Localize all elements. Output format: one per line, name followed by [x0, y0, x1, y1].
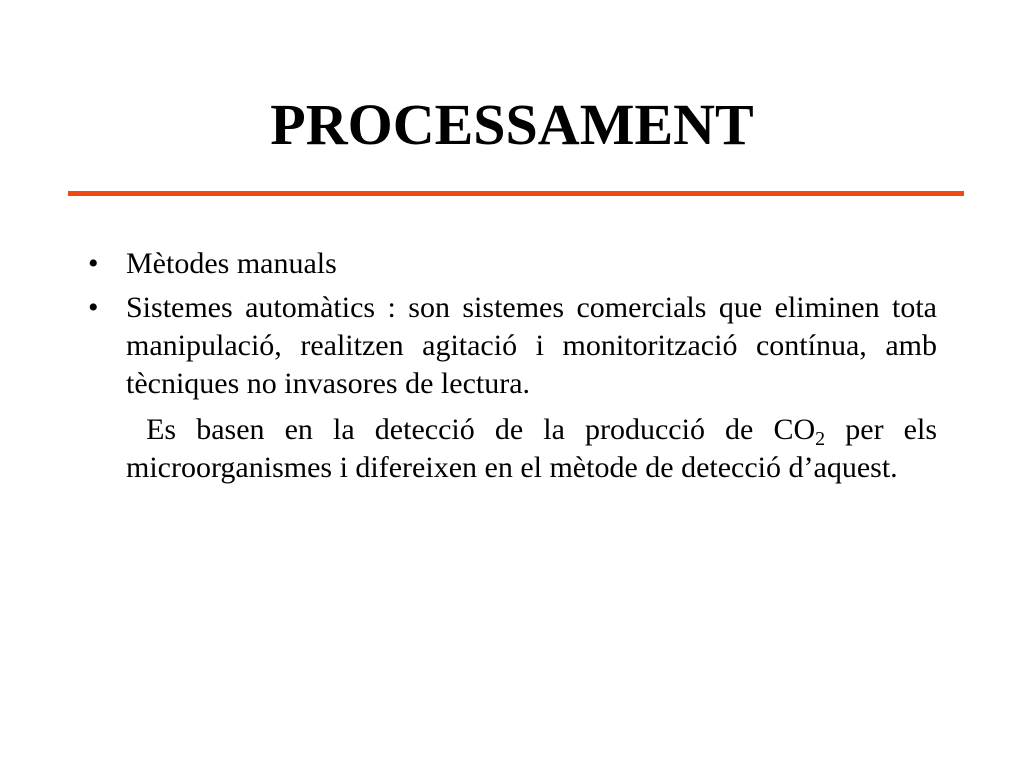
- bullet-icon: •: [88, 247, 99, 280]
- paragraph-text-end: per els microorganismes i difereixen en el mètode de detecció d’aquest.: [126, 413, 937, 484]
- bullet-text: Sistemes automàtics : son sistemes comercials que eliminen tota manipulació, realitzen agitació i monitorització contínua, amb tècniques no invasores de lectura.: [126, 291, 937, 400]
- bullet-text: Mètodes manuals: [126, 247, 337, 280]
- bullet-item: [88, 245, 937, 283]
- title-divider: [68, 191, 964, 196]
- slide-title: PROCESSAMENT: [270, 92, 754, 157]
- slide-body: [88, 245, 937, 487]
- bullet-item: [88, 289, 937, 403]
- body-paragraph: [88, 411, 937, 487]
- paragraph-text-start: Es basen en la detecció de la producció de CO: [146, 413, 816, 446]
- bullet-icon: •: [88, 291, 99, 324]
- co2-subscript: 2: [815, 428, 826, 450]
